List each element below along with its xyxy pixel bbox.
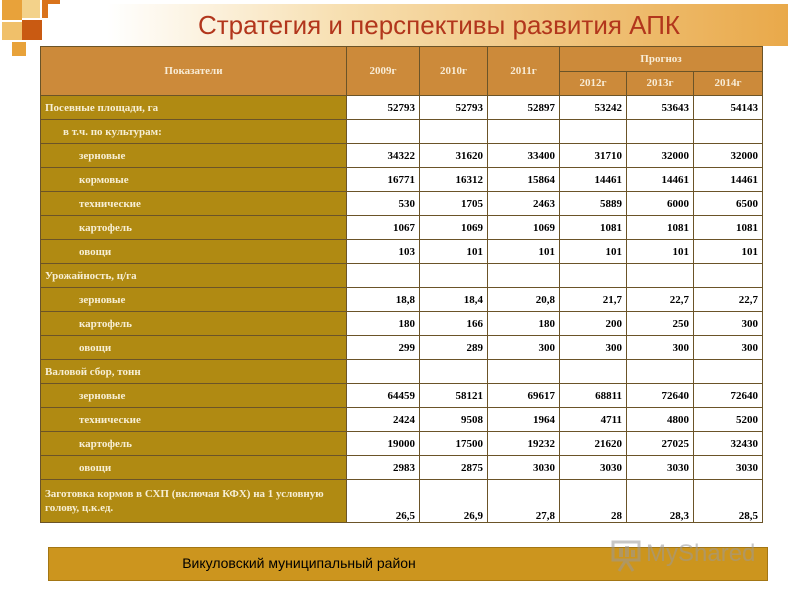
value-cell: 300 [488,336,560,360]
value-cell [694,120,763,144]
value-cell: 300 [560,336,627,360]
table-body [41,96,763,523]
header-forecast-year: 2012г [560,71,627,96]
value-cell: 22,7 [627,288,694,312]
value-cell: 14461 [694,168,763,192]
value-cell: 3030 [560,456,627,480]
value-cell: 14461 [627,168,694,192]
value-cell [627,120,694,144]
value-cell: 300 [694,312,763,336]
value-cell: 32430 [694,432,763,456]
value-cell: 69617 [488,384,560,408]
value-cell: 16771 [347,168,420,192]
value-cell: 16312 [420,168,488,192]
decor-square [22,0,40,18]
value-cell: 166 [420,312,488,336]
value-cell: 27,8 [488,480,560,523]
table-row [41,264,763,288]
value-cell: 3030 [694,456,763,480]
value-cell: 17500 [420,432,488,456]
value-cell: 1964 [488,408,560,432]
indicators-table [40,46,763,523]
row-label: Валовой сбор, тонн [41,360,347,384]
table-row [41,96,763,120]
table-row [41,144,763,168]
value-cell: 20,8 [488,288,560,312]
value-cell: 31620 [420,144,488,168]
value-cell: 530 [347,192,420,216]
value-cell: 103 [347,240,420,264]
value-cell: 19000 [347,432,420,456]
value-cell: 68811 [560,384,627,408]
value-cell: 26,5 [347,480,420,523]
value-cell [420,264,488,288]
row-label: овощи [41,240,347,264]
value-cell: 2424 [347,408,420,432]
value-cell: 28,3 [627,480,694,523]
value-cell: 14461 [560,168,627,192]
table-row [41,432,763,456]
value-cell: 21,7 [560,288,627,312]
value-cell: 72640 [627,384,694,408]
row-label: овощи [41,336,347,360]
value-cell: 26,9 [420,480,488,523]
value-cell: 300 [627,336,694,360]
row-label: в т.ч. по культурам: [41,120,347,144]
value-cell: 53643 [627,96,694,120]
value-cell [560,120,627,144]
value-cell: 101 [694,240,763,264]
value-cell: 34322 [347,144,420,168]
watermark-logo [610,538,780,574]
row-label: картофель [41,312,347,336]
row-label: картофель [41,216,347,240]
value-cell: 180 [488,312,560,336]
value-cell: 5889 [560,192,627,216]
value-cell: 52793 [347,96,420,120]
row-label: зерновые [41,384,347,408]
row-label: технические [41,408,347,432]
decor-square [2,22,22,40]
value-cell: 54143 [694,96,763,120]
value-cell [488,120,560,144]
slide-title: Стратегия и перспективы развития АПК [198,10,681,40]
table-row [41,288,763,312]
value-cell: 15864 [488,168,560,192]
value-cell: 250 [627,312,694,336]
value-cell: 299 [347,336,420,360]
row-label: Посевные площади, га [41,96,347,120]
row-label: кормовые [41,168,347,192]
header-forecast: Прогноз [560,47,763,72]
value-cell: 101 [420,240,488,264]
decor-square [22,20,42,40]
value-cell: 1067 [347,216,420,240]
table-row [41,456,763,480]
table-row [41,480,763,523]
value-cell: 6500 [694,192,763,216]
value-cell [488,264,560,288]
value-cell [627,360,694,384]
value-cell [488,360,560,384]
table-row [41,312,763,336]
decor-square [12,42,26,56]
value-cell: 1705 [420,192,488,216]
value-cell [560,360,627,384]
header-year: 2011г [488,47,560,96]
value-cell [347,264,420,288]
table-row [41,408,763,432]
value-cell: 5200 [694,408,763,432]
table-row [41,240,763,264]
value-cell: 32000 [694,144,763,168]
value-cell: 21620 [560,432,627,456]
value-cell: 200 [560,312,627,336]
value-cell: 19232 [488,432,560,456]
row-label: технические [41,192,347,216]
value-cell: 22,7 [694,288,763,312]
value-cell [347,360,420,384]
table-row [41,120,763,144]
value-cell: 6000 [627,192,694,216]
value-cell [420,360,488,384]
value-cell: 1081 [694,216,763,240]
value-cell: 52897 [488,96,560,120]
table-row [41,168,763,192]
value-cell [560,264,627,288]
header-forecast-year: 2013г [627,71,694,96]
header-year: 2010г [420,47,488,96]
value-cell: 28,5 [694,480,763,523]
value-cell: 1081 [560,216,627,240]
table-row [41,216,763,240]
value-cell: 101 [488,240,560,264]
row-label: Заготовка кормов в СХП (включая КФХ) на 1 условную голову, ц.к.ед. [41,480,347,523]
table-row [41,336,763,360]
header-indicators: Показатели [41,47,347,96]
value-cell: 4711 [560,408,627,432]
value-cell: 53242 [560,96,627,120]
value-cell [420,120,488,144]
value-cell: 2983 [347,456,420,480]
value-cell: 64459 [347,384,420,408]
value-cell [694,264,763,288]
header-year: 2009г [347,47,420,96]
value-cell: 18,8 [347,288,420,312]
table-row [41,360,763,384]
value-cell: 31710 [560,144,627,168]
value-cell: 300 [694,336,763,360]
row-label: Урожайность, ц/га [41,264,347,288]
decor-square [2,0,22,20]
header-forecast-year: 2014г [694,71,763,96]
row-label: зерновые [41,144,347,168]
watermark-text: MyShared [646,540,756,567]
value-cell: 58121 [420,384,488,408]
value-cell [627,264,694,288]
value-cell: 3030 [488,456,560,480]
value-cell: 72640 [694,384,763,408]
table-row [41,192,763,216]
value-cell [694,360,763,384]
value-cell: 3030 [627,456,694,480]
value-cell: 4800 [627,408,694,432]
value-cell: 101 [627,240,694,264]
row-label: овощи [41,456,347,480]
value-cell: 101 [560,240,627,264]
value-cell: 32000 [627,144,694,168]
value-cell: 33400 [488,144,560,168]
title-bar [48,4,788,46]
table-row [41,384,763,408]
row-label: зерновые [41,288,347,312]
presentation-icon [610,538,642,572]
value-cell: 28 [560,480,627,523]
value-cell: 1069 [488,216,560,240]
value-cell: 27025 [627,432,694,456]
value-cell [347,120,420,144]
value-cell: 1069 [420,216,488,240]
value-cell: 2463 [488,192,560,216]
value-cell: 289 [420,336,488,360]
value-cell: 1081 [627,216,694,240]
value-cell: 9508 [420,408,488,432]
value-cell: 18,4 [420,288,488,312]
value-cell: 180 [347,312,420,336]
row-label: картофель [41,432,347,456]
value-cell: 2875 [420,456,488,480]
footer-region-name: Викуловский муниципальный район [182,555,416,571]
value-cell: 52793 [420,96,488,120]
